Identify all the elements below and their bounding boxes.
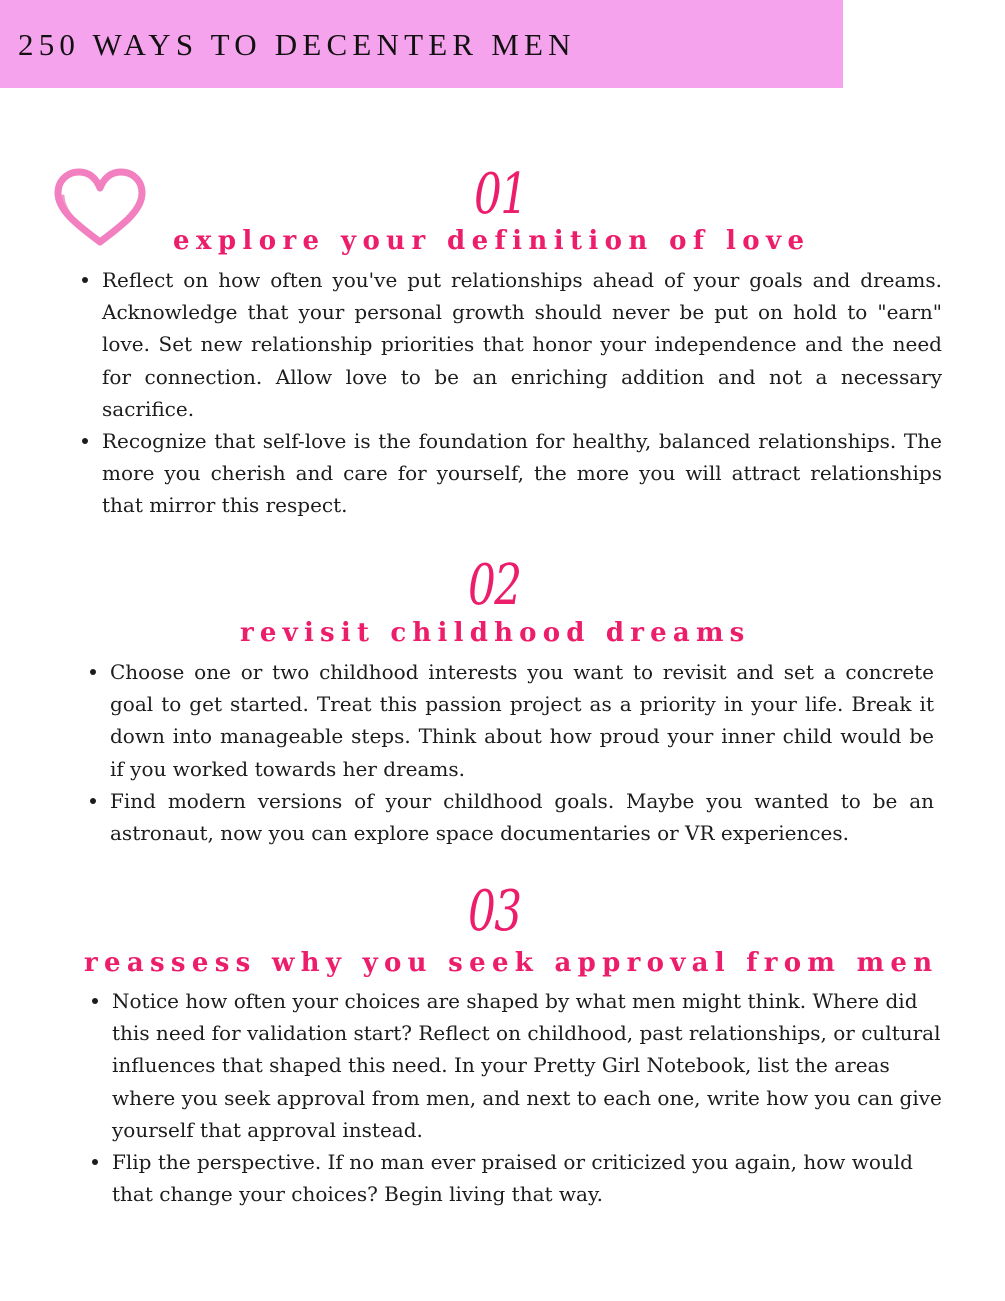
heart-outline-icon — [52, 168, 148, 248]
bullet-list — [110, 656, 934, 849]
section-number: 02 — [468, 553, 521, 618]
bullet-list — [112, 985, 942, 1210]
section-heading: explore your definition of love — [173, 226, 811, 256]
bullet-list — [102, 264, 942, 522]
list-item: Choose one or two childhood interests you want to revisit and set a concrete goal to get started. Treat this passion project as a priority in your life. Break it down into manageable steps. Think about how proud your inner child would be if you worked towards her dreams. — [110, 656, 934, 785]
section-number: 03 — [468, 879, 521, 944]
section-heading: reassess why you seek approval from men — [84, 948, 939, 978]
list-item: Reflect on how often you've put relationships ahead of your goals and dreams. Acknowledge that your personal growth should never be put on hold to "earn" love. Set new relationship priorities that honor your independence and the need for connection. Allow love to be an enriching addition and not a necessary sacrifice. — [102, 264, 942, 425]
list-item: Find modern versions of your childhood goals. Maybe you wanted to be an astronaut, now you can explore space documentaries or VR experiences. — [110, 785, 934, 849]
list-item: Notice how often your choices are shaped by what men might think. Where did this need for validation start? Reflect on childhood, past relationships, or cultural influences that shaped this need. In your Pretty Girl Notebook, list the areas where you seek approval from men, and next to each one, write how you can give yourself that approval instead. — [112, 985, 942, 1146]
list-item: Flip the perspective. If no man ever praised or criticized you again, how would that change your choices? Begin living that way. — [112, 1146, 942, 1210]
list-item: Recognize that self-love is the foundation for healthy, balanced relationships. The more you cherish and care for yourself, the more you will attract relationships that mirror this respect. — [102, 425, 942, 522]
page-title: 250 WAYS TO DECENTER MEN — [18, 27, 576, 62]
section-heading: revisit childhood dreams — [240, 618, 751, 648]
section-number: 01 — [474, 162, 527, 227]
